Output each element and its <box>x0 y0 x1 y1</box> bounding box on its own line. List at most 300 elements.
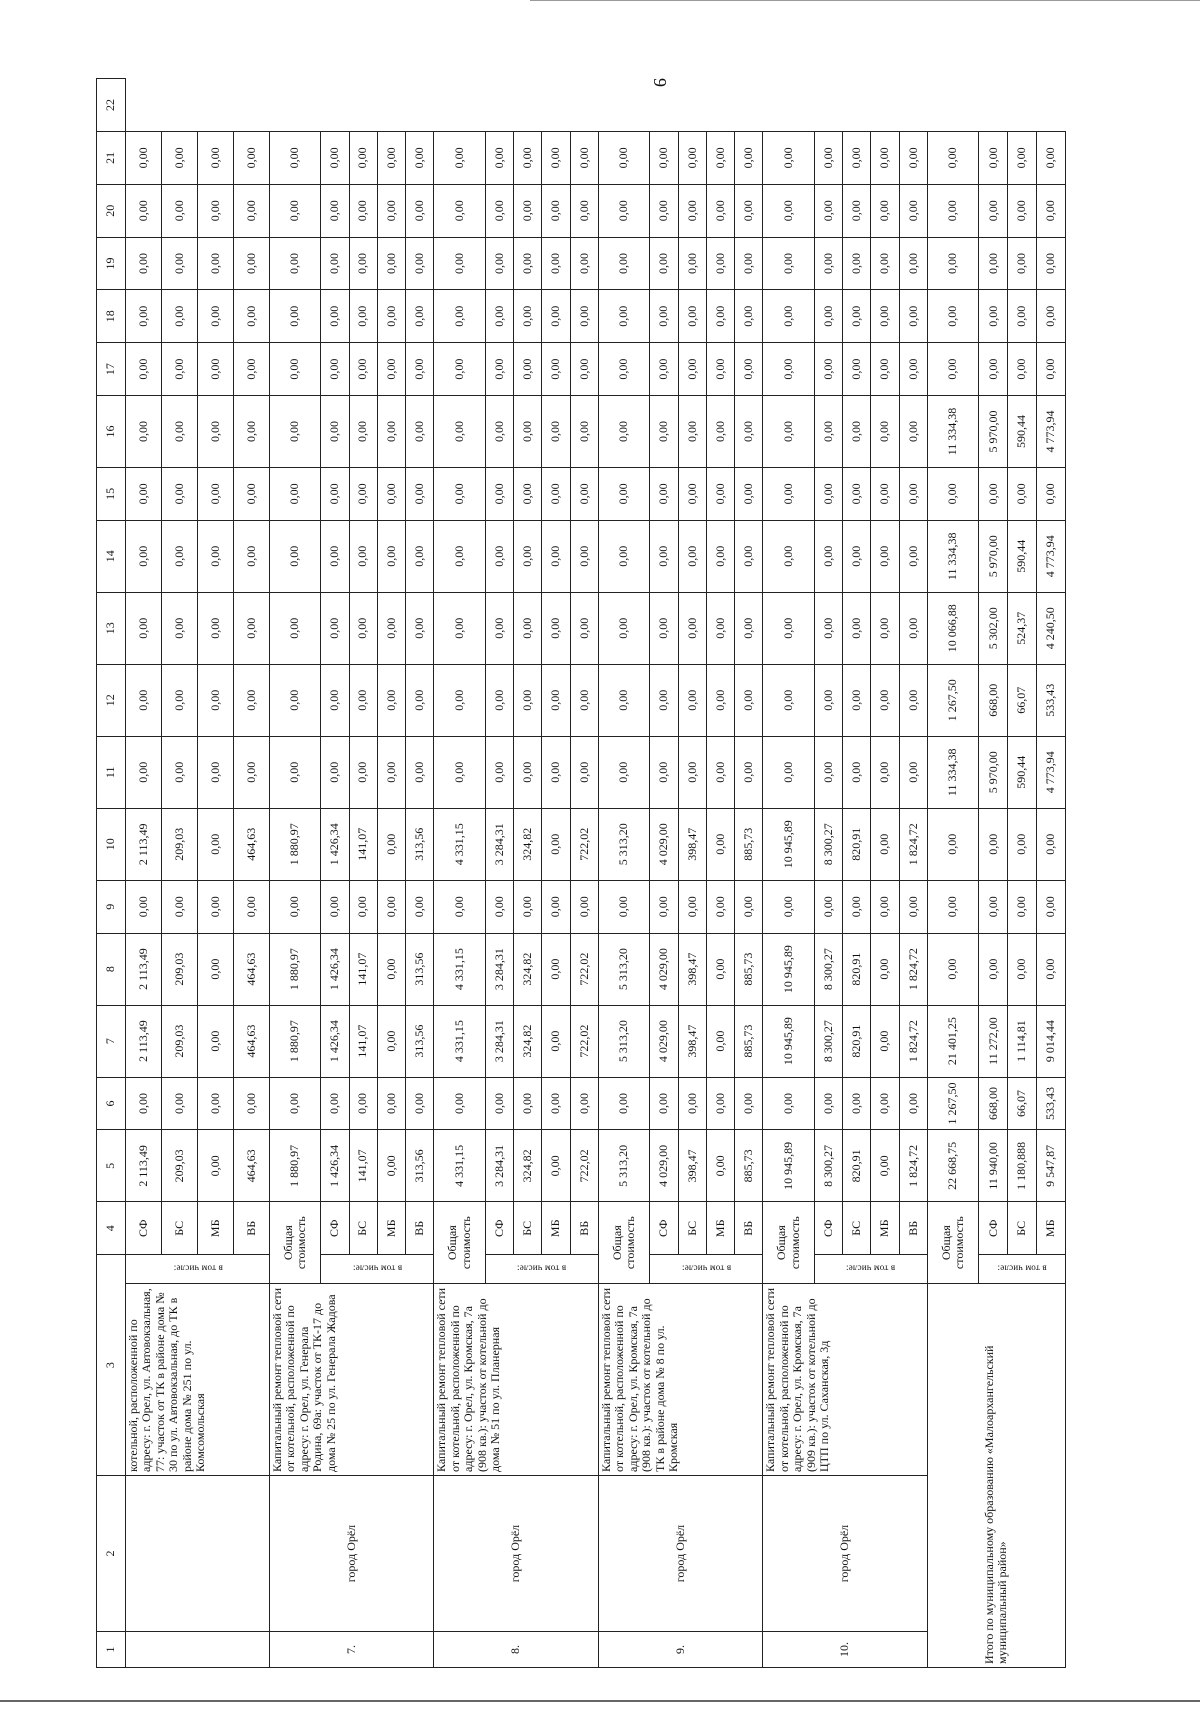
value-col-13: 0,00 <box>161 592 197 664</box>
value-col-15: 0,00 <box>349 467 377 520</box>
value-col-8: 0,00 <box>706 933 734 1005</box>
budget-table <box>96 78 1066 1668</box>
value-col-11: 0,00 <box>542 736 570 808</box>
row-number: 7. <box>269 1632 434 1668</box>
value-col-11: 0,00 <box>514 736 542 808</box>
including-label: в том числе: <box>650 1255 763 1284</box>
value-col-21: 0,00 <box>1037 132 1066 185</box>
value-col-6: 0,00 <box>843 1077 871 1130</box>
value-col-14: 0,00 <box>485 520 513 592</box>
fund-label: СФ <box>814 1202 842 1255</box>
value-col-11: 0,00 <box>650 736 678 808</box>
value-col-17: 0,00 <box>763 343 814 396</box>
value-col-11: 0,00 <box>406 736 434 808</box>
value-col-6: 0,00 <box>735 1077 763 1130</box>
value-col-8: 1 426,34 <box>321 933 349 1005</box>
value-col-6: 0,00 <box>161 1077 197 1130</box>
fund-label: ВБ <box>570 1202 598 1255</box>
value-col-15: 0,00 <box>406 467 434 520</box>
value-col-19: 0,00 <box>814 237 842 290</box>
column-header-9: 9 <box>97 880 126 933</box>
fund-label: МБ <box>871 1202 899 1255</box>
row-number: 8. <box>434 1632 599 1668</box>
value-col-9: 0,00 <box>434 880 485 933</box>
fund-label: Общая стоимость <box>434 1202 485 1284</box>
value-col-10: 10 945,89 <box>763 808 814 880</box>
value-col-21: 0,00 <box>126 132 162 185</box>
value-col-16: 0,00 <box>706 395 734 467</box>
value-col-21: 0,00 <box>233 132 269 185</box>
value-col-15: 0,00 <box>598 467 649 520</box>
value-col-14: 0,00 <box>650 520 678 592</box>
value-col-7: 10 945,89 <box>763 1005 814 1077</box>
value-col-17: 0,00 <box>1037 343 1066 396</box>
value-col-9: 0,00 <box>1008 880 1037 933</box>
value-col-6: 0,00 <box>678 1077 706 1130</box>
value-col-12: 0,00 <box>161 664 197 736</box>
value-col-12: 0,00 <box>514 664 542 736</box>
value-col-6: 668,00 <box>979 1077 1008 1130</box>
value-col-15: 0,00 <box>735 467 763 520</box>
value-col-15: 0,00 <box>678 467 706 520</box>
value-col-5: 5 313,20 <box>598 1130 649 1202</box>
value-col-5: 4 029,00 <box>650 1130 678 1202</box>
value-col-12: 0,00 <box>899 664 927 736</box>
value-col-7: 722,02 <box>570 1005 598 1077</box>
value-col-7: 2 113,49 <box>126 1005 162 1077</box>
value-col-10: 0,00 <box>377 808 405 880</box>
column-header-21: 21 <box>97 132 126 185</box>
value-col-20: 0,00 <box>542 184 570 237</box>
value-col-18: 0,00 <box>349 290 377 343</box>
value-col-5: 722,02 <box>570 1130 598 1202</box>
value-col-19: 0,00 <box>485 237 513 290</box>
value-col-19: 0,00 <box>377 237 405 290</box>
table-row <box>269 79 320 1668</box>
value-col-10: 209,03 <box>161 808 197 880</box>
work-description: Капитальный ремонт тепловой сети от котельной, расположенной по адресу: г. Орел, ул. Генерала Родина, 69а: участок от ТК-17 до дома № 25 по ул. Генерала Жадова <box>269 1283 434 1475</box>
value-col-17: 0,00 <box>814 343 842 396</box>
value-col-21: 0,00 <box>269 132 320 185</box>
value-col-19: 0,00 <box>650 237 678 290</box>
value-col-11: 0,00 <box>899 736 927 808</box>
value-col-21: 0,00 <box>570 132 598 185</box>
value-col-21: 0,00 <box>406 132 434 185</box>
value-col-20: 0,00 <box>899 184 927 237</box>
value-col-9: 0,00 <box>377 880 405 933</box>
value-col-6: 0,00 <box>514 1077 542 1130</box>
table-row <box>126 79 162 1668</box>
value-col-5: 8 300,27 <box>814 1130 842 1202</box>
value-col-5: 0,00 <box>542 1130 570 1202</box>
value-col-11: 0,00 <box>735 736 763 808</box>
value-col-9: 0,00 <box>542 880 570 933</box>
value-col-16: 0,00 <box>514 395 542 467</box>
value-col-9: 0,00 <box>678 880 706 933</box>
value-col-14: 0,00 <box>678 520 706 592</box>
value-col-11: 0,00 <box>814 736 842 808</box>
value-col-6: 0,00 <box>269 1077 320 1130</box>
value-col-13: 0,00 <box>233 592 269 664</box>
value-col-18: 0,00 <box>598 290 649 343</box>
value-col-20: 0,00 <box>678 184 706 237</box>
fund-label: ВБ <box>735 1202 763 1255</box>
value-col-9: 0,00 <box>814 880 842 933</box>
value-col-20: 0,00 <box>871 184 899 237</box>
value-col-15: 0,00 <box>542 467 570 520</box>
value-col-18: 0,00 <box>514 290 542 343</box>
value-col-15: 0,00 <box>233 467 269 520</box>
value-col-17: 0,00 <box>843 343 871 396</box>
row-number <box>126 1632 270 1668</box>
value-col-9: 0,00 <box>871 880 899 933</box>
value-col-16: 0,00 <box>377 395 405 467</box>
value-col-21: 0,00 <box>678 132 706 185</box>
value-col-19: 0,00 <box>871 237 899 290</box>
value-col-5: 2 113,49 <box>126 1130 162 1202</box>
column-header-7: 7 <box>97 1005 126 1077</box>
value-col-15: 0,00 <box>899 467 927 520</box>
value-col-13: 0,00 <box>843 592 871 664</box>
including-label: в том числе: <box>485 1255 598 1284</box>
value-col-8: 0,00 <box>542 933 570 1005</box>
value-col-15: 0,00 <box>927 467 978 520</box>
value-col-7: 8 300,27 <box>814 1005 842 1077</box>
value-col-16: 4 773,94 <box>1037 395 1066 467</box>
value-col-6: 0,00 <box>321 1077 349 1130</box>
value-col-10: 0,00 <box>197 808 233 880</box>
value-col-20: 0,00 <box>197 184 233 237</box>
value-col-16: 0,00 <box>763 395 814 467</box>
value-col-8: 313,56 <box>406 933 434 1005</box>
value-col-7: 324,82 <box>514 1005 542 1077</box>
fund-label: Общая стоимость <box>927 1202 978 1284</box>
value-col-7: 4 331,15 <box>434 1005 485 1077</box>
fund-label: БС <box>161 1202 197 1255</box>
value-col-16: 0,00 <box>735 395 763 467</box>
value-col-9: 0,00 <box>485 880 513 933</box>
value-col-21: 0,00 <box>434 132 485 185</box>
value-col-8: 209,03 <box>161 933 197 1005</box>
value-col-14: 0,00 <box>598 520 649 592</box>
value-col-8: 2 113,49 <box>126 933 162 1005</box>
value-col-20: 0,00 <box>650 184 678 237</box>
value-col-8: 0,00 <box>377 933 405 1005</box>
value-col-8: 5 313,20 <box>598 933 649 1005</box>
value-col-16: 5 970,00 <box>979 395 1008 467</box>
value-col-13: 0,00 <box>899 592 927 664</box>
value-col-18: 0,00 <box>706 290 734 343</box>
value-col-13: 0,00 <box>542 592 570 664</box>
value-col-17: 0,00 <box>161 343 197 396</box>
value-col-8: 0,00 <box>1008 933 1037 1005</box>
value-col-5: 1 824,72 <box>899 1130 927 1202</box>
total-row <box>927 79 978 1668</box>
value-col-9: 0,00 <box>735 880 763 933</box>
value-col-5: 11 940,00 <box>979 1130 1008 1202</box>
column-header-6: 6 <box>97 1077 126 1130</box>
fund-label: СФ <box>485 1202 513 1255</box>
value-col-12: 0,00 <box>678 664 706 736</box>
value-col-17: 0,00 <box>514 343 542 396</box>
value-col-12: 0,00 <box>843 664 871 736</box>
value-col-16: 0,00 <box>843 395 871 467</box>
fund-label: ВБ <box>233 1202 269 1255</box>
value-col-13: 0,00 <box>814 592 842 664</box>
column-header-4: 4 <box>97 1202 126 1255</box>
value-col-10: 885,73 <box>735 808 763 880</box>
value-col-21: 0,00 <box>763 132 814 185</box>
column-header-1: 1 <box>97 1632 126 1668</box>
value-col-12: 0,00 <box>570 664 598 736</box>
value-col-15: 0,00 <box>161 467 197 520</box>
column-header-17: 17 <box>97 343 126 396</box>
value-col-18: 0,00 <box>899 290 927 343</box>
value-col-18: 0,00 <box>678 290 706 343</box>
value-col-21: 0,00 <box>650 132 678 185</box>
value-col-15: 0,00 <box>650 467 678 520</box>
value-col-5: 820,91 <box>843 1130 871 1202</box>
value-col-12: 0,00 <box>197 664 233 736</box>
value-col-16: 0,00 <box>485 395 513 467</box>
value-col-6: 66,07 <box>1008 1077 1037 1130</box>
table-row <box>434 79 485 1668</box>
value-col-7: 3 284,31 <box>485 1005 513 1077</box>
value-col-11: 0,00 <box>269 736 320 808</box>
value-col-20: 0,00 <box>706 184 734 237</box>
value-col-11: 5 970,00 <box>979 736 1008 808</box>
value-col-14: 0,00 <box>514 520 542 592</box>
value-col-13: 0,00 <box>678 592 706 664</box>
value-col-10: 464,63 <box>233 808 269 880</box>
value-col-13: 0,00 <box>871 592 899 664</box>
value-col-21: 0,00 <box>161 132 197 185</box>
value-col-19: 0,00 <box>542 237 570 290</box>
value-col-14: 0,00 <box>126 520 162 592</box>
value-col-16: 0,00 <box>406 395 434 467</box>
value-col-19: 0,00 <box>161 237 197 290</box>
value-col-12: 0,00 <box>269 664 320 736</box>
value-col-5: 4 331,15 <box>434 1130 485 1202</box>
value-col-12: 66,07 <box>1008 664 1037 736</box>
value-col-9: 0,00 <box>706 880 734 933</box>
value-col-19: 0,00 <box>598 237 649 290</box>
value-col-6: 0,00 <box>542 1077 570 1130</box>
value-col-7: 1 880,97 <box>269 1005 320 1077</box>
value-col-21: 0,00 <box>197 132 233 185</box>
value-col-15: 0,00 <box>871 467 899 520</box>
value-col-8: 8 300,27 <box>814 933 842 1005</box>
value-col-18: 0,00 <box>126 290 162 343</box>
value-col-16: 590,44 <box>1008 395 1037 467</box>
value-col-17: 0,00 <box>269 343 320 396</box>
value-col-15: 0,00 <box>1008 467 1037 520</box>
value-col-8: 722,02 <box>570 933 598 1005</box>
value-col-21: 0,00 <box>735 132 763 185</box>
city-name: город Орёл <box>598 1475 763 1631</box>
value-col-6: 0,00 <box>814 1077 842 1130</box>
value-col-20: 0,00 <box>233 184 269 237</box>
value-col-9: 0,00 <box>843 880 871 933</box>
value-col-16: 0,00 <box>814 395 842 467</box>
value-col-18: 0,00 <box>542 290 570 343</box>
value-col-15: 0,00 <box>514 467 542 520</box>
value-col-21: 0,00 <box>485 132 513 185</box>
work-description: Капитальный ремонт тепловой сети от котельной, расположенной по адресу: г. Орел, ул. Кромская, 7а (909 кв.): участок от котельной до ЦТП по ул. Саханская, 3д <box>763 1283 928 1475</box>
value-col-10: 4 029,00 <box>650 808 678 880</box>
value-col-14: 0,00 <box>735 520 763 592</box>
value-col-5: 464,63 <box>233 1130 269 1202</box>
value-col-5: 141,07 <box>349 1130 377 1202</box>
value-col-12: 0,00 <box>377 664 405 736</box>
column-header-3: 3 <box>97 1255 126 1476</box>
value-col-17: 0,00 <box>542 343 570 396</box>
value-col-19: 0,00 <box>321 237 349 290</box>
value-col-15: 0,00 <box>197 467 233 520</box>
value-col-10: 722,02 <box>570 808 598 880</box>
value-col-14: 5 970,00 <box>979 520 1008 592</box>
value-col-6: 1 267,50 <box>927 1077 978 1130</box>
value-col-6: 0,00 <box>650 1077 678 1130</box>
value-col-18: 0,00 <box>197 290 233 343</box>
value-col-15: 0,00 <box>843 467 871 520</box>
value-col-21: 0,00 <box>321 132 349 185</box>
value-col-21: 0,00 <box>542 132 570 185</box>
fund-label: БС <box>843 1202 871 1255</box>
value-col-17: 0,00 <box>735 343 763 396</box>
value-col-5: 0,00 <box>706 1130 734 1202</box>
column-header-20: 20 <box>97 184 126 237</box>
value-col-13: 4 240,50 <box>1037 592 1066 664</box>
value-col-16: 0,00 <box>126 395 162 467</box>
fund-label: СФ <box>650 1202 678 1255</box>
fund-label: МБ <box>197 1202 233 1255</box>
table-row <box>763 79 814 1668</box>
value-col-17: 0,00 <box>377 343 405 396</box>
value-col-14: 0,00 <box>349 520 377 592</box>
value-col-7: 0,00 <box>377 1005 405 1077</box>
value-col-16: 0,00 <box>161 395 197 467</box>
value-col-13: 0,00 <box>735 592 763 664</box>
city-name: город Орёл <box>269 1475 434 1631</box>
value-col-16: 0,00 <box>678 395 706 467</box>
value-col-8: 0,00 <box>927 933 978 1005</box>
value-col-9: 0,00 <box>598 880 649 933</box>
value-col-11: 4 773,94 <box>1037 736 1066 808</box>
value-col-15: 0,00 <box>979 467 1008 520</box>
value-col-16: 0,00 <box>349 395 377 467</box>
value-col-20: 0,00 <box>434 184 485 237</box>
work-description: Капитальный ремонт тепловой сети от котельной, расположенной по адресу: г. Орел, ул. Кромская, 7а (908 кв.): участок от котельной до дома № 51 по ул. Планерная <box>434 1283 599 1475</box>
value-col-11: 0,00 <box>843 736 871 808</box>
value-col-17: 0,00 <box>321 343 349 396</box>
value-col-10: 324,82 <box>514 808 542 880</box>
value-col-5: 0,00 <box>197 1130 233 1202</box>
value-col-13: 5 302,00 <box>979 592 1008 664</box>
value-col-10: 0,00 <box>706 808 734 880</box>
value-col-20: 0,00 <box>349 184 377 237</box>
value-col-18: 0,00 <box>927 290 978 343</box>
value-col-7: 4 029,00 <box>650 1005 678 1077</box>
value-col-9: 0,00 <box>269 880 320 933</box>
value-col-10: 313,56 <box>406 808 434 880</box>
value-col-16: 0,00 <box>871 395 899 467</box>
value-col-5: 313,56 <box>406 1130 434 1202</box>
row-number: 9. <box>598 1632 763 1668</box>
value-col-18: 0,00 <box>650 290 678 343</box>
fund-label: ВБ <box>406 1202 434 1255</box>
value-col-10: 5 313,20 <box>598 808 649 880</box>
value-col-6: 0,00 <box>570 1077 598 1130</box>
work-description: котельной, расположенной по адресу: г. Орел, ул. Автовокзальная, 77: участок от ТК в районе дома № 30 по ул. Автовокзальная, до ТК в районе дома № 251 по ул. Комсомольская <box>126 1283 270 1475</box>
including-label: в том числе: <box>979 1255 1066 1284</box>
value-col-12: 0,00 <box>434 664 485 736</box>
value-col-7: 209,03 <box>161 1005 197 1077</box>
value-col-6: 0,00 <box>763 1077 814 1130</box>
value-col-13: 0,00 <box>706 592 734 664</box>
value-col-16: 0,00 <box>650 395 678 467</box>
value-col-10: 0,00 <box>1008 808 1037 880</box>
value-col-11: 0,00 <box>434 736 485 808</box>
value-col-5: 22 668,75 <box>927 1130 978 1202</box>
value-col-9: 0,00 <box>406 880 434 933</box>
value-col-13: 0,00 <box>269 592 320 664</box>
value-col-19: 0,00 <box>1008 237 1037 290</box>
including-label: в том числе: <box>814 1255 927 1284</box>
value-col-20: 0,00 <box>1037 184 1066 237</box>
value-col-6: 0,00 <box>706 1077 734 1130</box>
value-col-12: 0,00 <box>814 664 842 736</box>
value-col-5: 324,82 <box>514 1130 542 1202</box>
value-col-15: 0,00 <box>763 467 814 520</box>
value-col-14: 0,00 <box>763 520 814 592</box>
value-col-11: 0,00 <box>570 736 598 808</box>
value-col-20: 0,00 <box>927 184 978 237</box>
value-col-15: 0,00 <box>706 467 734 520</box>
value-col-5: 9 547,87 <box>1037 1130 1066 1202</box>
value-col-19: 0,00 <box>979 237 1008 290</box>
value-col-7: 0,00 <box>871 1005 899 1077</box>
value-col-14: 0,00 <box>321 520 349 592</box>
value-col-10: 1 880,97 <box>269 808 320 880</box>
value-col-11: 0,00 <box>126 736 162 808</box>
value-col-11: 0,00 <box>706 736 734 808</box>
value-col-16: 0,00 <box>321 395 349 467</box>
value-col-8: 10 945,89 <box>763 933 814 1005</box>
value-col-8: 820,91 <box>843 933 871 1005</box>
value-col-20: 0,00 <box>814 184 842 237</box>
value-col-20: 0,00 <box>126 184 162 237</box>
value-col-16: 0,00 <box>233 395 269 467</box>
rotated-table-container <box>96 78 1066 1668</box>
value-col-7: 5 313,20 <box>598 1005 649 1077</box>
fund-label: МБ <box>377 1202 405 1255</box>
value-col-13: 0,00 <box>763 592 814 664</box>
value-col-17: 0,00 <box>979 343 1008 396</box>
value-col-19: 0,00 <box>349 237 377 290</box>
value-col-20: 0,00 <box>485 184 513 237</box>
value-col-8: 885,73 <box>735 933 763 1005</box>
value-col-21: 0,00 <box>843 132 871 185</box>
value-col-16: 0,00 <box>197 395 233 467</box>
fund-label: Общая стоимость <box>269 1202 320 1284</box>
value-col-7: 820,91 <box>843 1005 871 1077</box>
value-col-18: 0,00 <box>871 290 899 343</box>
column-header-11: 11 <box>97 736 126 808</box>
value-col-21: 0,00 <box>899 132 927 185</box>
work-description: Капитальный ремонт тепловой сети от котельной, расположенной по адресу: г. Орел, ул. Кромская, 7а (908 кв.): участок от котельной до ТК в районе дома № 8 по ул. Кромская <box>598 1283 763 1475</box>
value-col-11: 0,00 <box>161 736 197 808</box>
